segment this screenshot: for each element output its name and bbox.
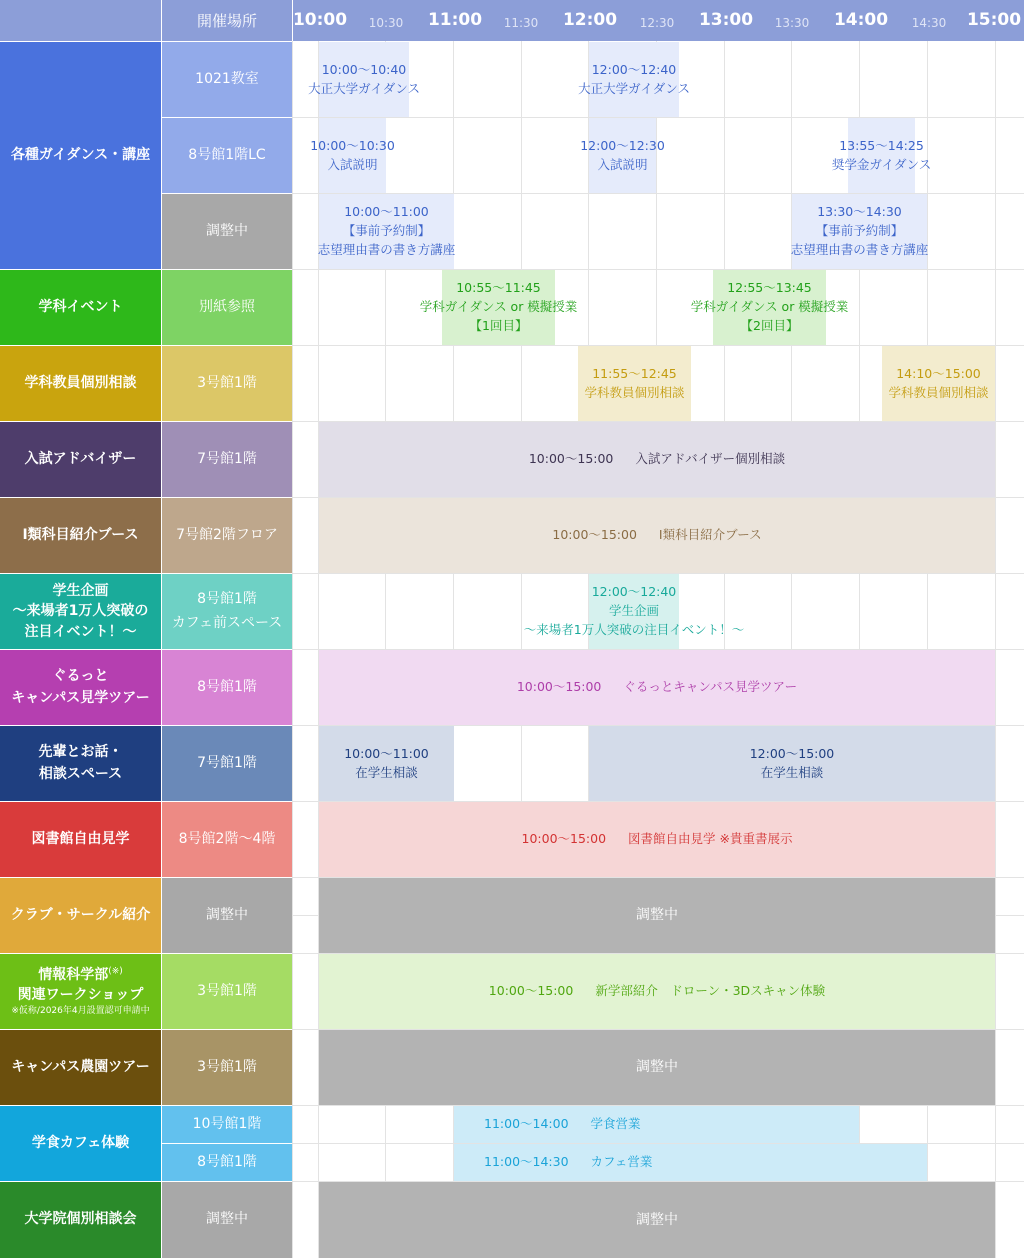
event-name: 調整中 [636, 1059, 678, 1075]
location-cell [162, 726, 292, 801]
event-block[interactable] [578, 346, 691, 421]
event-time: 10:00～15:00 [552, 527, 637, 543]
category-label-line: 相談スペース [38, 765, 123, 782]
location-cell [162, 574, 292, 649]
time-label-13-00: 13:00 [698, 10, 754, 30]
location-label: 8号館1階LC [188, 146, 266, 163]
location-label: 調整中 [206, 222, 248, 239]
event-name: 大正大学ガイダンス [578, 80, 690, 96]
event-name: 志望理由書の書き方講座 [790, 241, 929, 257]
event-block[interactable] [319, 194, 454, 269]
event-name: 学科ガイダンス or 模擬授業 [419, 299, 578, 315]
location-label: 調整中 [206, 906, 248, 923]
header-location-label: 開催場所 [196, 12, 257, 30]
event-note: 【事前予約制】 [815, 223, 904, 239]
event-name: 学科教員個別相談 [584, 384, 685, 400]
event-block[interactable] [509, 574, 759, 649]
event-block[interactable] [454, 1106, 859, 1143]
category-label: 各種ガイダンス・講座 [10, 146, 151, 163]
header-category-cell [0, 0, 161, 41]
event-name: 在学生相談 [355, 764, 418, 780]
category-senior-talk [0, 726, 161, 801]
event-block[interactable] [319, 802, 995, 877]
location-label: 10号館1階 [192, 1115, 262, 1132]
time-label-10-00: 10:00 [292, 10, 348, 30]
event-name: 在学生相談 [760, 764, 824, 780]
event-time: 13:55～14:25 [839, 137, 924, 153]
event-time: 10:00～10:30 [310, 137, 395, 153]
event-name: 学食営業 [590, 1116, 641, 1132]
event-block-tbd[interactable] [319, 1182, 995, 1258]
event-time: 12:00～12:40 [591, 61, 677, 77]
location-label: 8号館1階 [197, 590, 257, 607]
event-block[interactable] [690, 270, 849, 345]
category-faculty-consult [0, 346, 161, 421]
event-subtitle: ～来場者1万人突破の注目イベント！～ [523, 621, 745, 637]
event-time: 14:10～15:00 [896, 365, 981, 381]
event-time: 10:00～11:00 [344, 204, 429, 220]
event-name: 調整中 [636, 907, 678, 923]
location-cell [162, 1144, 292, 1181]
time-label-12-00: 12:00 [562, 10, 618, 30]
event-block[interactable] [319, 422, 995, 497]
time-label-14-30: 14:30 [911, 16, 947, 30]
event-name: 志望理由書の書き方講座 [317, 241, 456, 257]
event-name: 大正大学ガイダンス [308, 80, 420, 96]
event-time: 10:00～15:00 [516, 679, 602, 695]
category-label: 図書館自由見学 [31, 830, 130, 847]
event-note: 【事前予約制】 [342, 223, 431, 239]
location-cell [162, 1106, 292, 1143]
event-time: 11:55～12:45 [592, 365, 677, 381]
event-name: 学生企画 [608, 603, 659, 619]
category-cafeteria [0, 1106, 161, 1181]
category-label: 学科イベント [38, 298, 123, 315]
event-time: 11:00～14:30 [484, 1154, 569, 1170]
event-block[interactable] [578, 42, 690, 117]
category-workshop [0, 954, 161, 1029]
event-time: 10:00～11:00 [344, 745, 429, 761]
event-block[interactable] [882, 346, 995, 421]
location-cell [162, 954, 292, 1029]
event-block[interactable] [319, 954, 995, 1029]
event-block[interactable] [589, 726, 995, 801]
footnote-mark: (※) [108, 966, 123, 977]
event-time: 10:00～10:40 [321, 61, 407, 77]
category-label: Ⅰ類科目紹介ブース [22, 526, 139, 543]
event-block[interactable] [319, 726, 454, 801]
event-name: 奨学金ガイダンス [831, 156, 932, 172]
event-name: 入試アドバイザー個別相談 [635, 451, 786, 467]
event-time: 13:30～14:30 [817, 204, 902, 220]
event-time: 10:00～15:00 [521, 831, 607, 847]
event-name: カフェ営業 [590, 1154, 653, 1170]
event-time: 12:55～13:45 [727, 280, 812, 296]
location-label: 7号館2階フロア [176, 526, 278, 543]
event-note: 【2回目】 [740, 317, 799, 333]
event-block[interactable] [580, 118, 665, 193]
event-name: 新学部紹介 ドローン・3Dスキャン体験 [595, 983, 826, 999]
event-block[interactable] [308, 42, 420, 117]
category-grad-consult [0, 1182, 161, 1258]
location-label: 調整中 [206, 1211, 248, 1228]
category-label-line: 先輩とお話・ [38, 743, 123, 760]
category-library [0, 802, 161, 877]
category-label-line: ～来場者1万人突破の [12, 603, 149, 620]
location-label: 8号館1階 [197, 1153, 257, 1170]
event-time: 10:55～11:45 [456, 280, 541, 296]
category-student-project [0, 574, 161, 649]
location-label: 7号館1階 [197, 450, 257, 467]
event-block[interactable] [419, 270, 578, 345]
time-label-11-00: 11:00 [427, 10, 483, 30]
event-time: 10:00～15:00 [488, 983, 574, 999]
category-label: 学食カフェ体験 [31, 1134, 130, 1151]
location-cell [162, 878, 292, 953]
event-time: 12:00～15:00 [749, 745, 835, 761]
event-block[interactable] [454, 1144, 927, 1181]
location-cell [162, 802, 292, 877]
location-label: 3号館1階 [197, 982, 257, 999]
event-time: 12:00～12:30 [580, 137, 665, 153]
location-cell [162, 422, 292, 497]
category-label-line: キャンパス見学ツアー [11, 689, 150, 706]
category-dept-event [0, 270, 161, 345]
location-cell [162, 194, 292, 269]
category-label-line: ぐるっと [52, 667, 109, 684]
event-name: Ⅰ類科目紹介ブース [658, 527, 762, 543]
event-note: 【1回目】 [469, 317, 528, 333]
event-time: 10:00～15:00 [528, 451, 614, 467]
event-block[interactable] [792, 194, 927, 269]
event-name: 入試説明 [597, 156, 648, 172]
event-name: 入試説明 [327, 156, 378, 172]
location-label: 別紙参照 [199, 298, 255, 315]
category-booth [0, 498, 161, 573]
location-cell [162, 270, 292, 345]
event-block-tbd[interactable] [319, 1030, 995, 1105]
event-name: ぐるっとキャンパス見学ツアー [623, 679, 798, 695]
grid-line [292, 269, 1024, 270]
category-guidance [0, 42, 161, 269]
location-label: 3号館1階 [197, 1058, 257, 1075]
location-cell [162, 42, 292, 117]
location-label: 1021教室 [195, 70, 259, 87]
event-block[interactable] [310, 118, 395, 193]
event-block-tbd[interactable] [319, 878, 995, 953]
location-label: 8号館2階～4階 [178, 830, 276, 847]
event-block[interactable] [319, 650, 995, 725]
event-name: 調整中 [636, 1211, 678, 1228]
category-label: キャンパス農園ツアー [11, 1058, 150, 1075]
category-advisor [0, 422, 161, 497]
category-label: 入試アドバイザー [24, 450, 137, 467]
category-label-line: 関連ワークショップ [17, 986, 144, 1003]
event-block[interactable] [319, 498, 995, 573]
category-label: 大学院個別相談会 [24, 1211, 137, 1228]
time-label-14-00: 14:00 [833, 10, 889, 30]
category-label-line: 注目イベント！～ [24, 623, 137, 640]
category-label-line: 学生企画 [52, 583, 109, 600]
time-label-11-30: 11:30 [503, 16, 539, 30]
time-label-10-30: 10:30 [368, 16, 404, 30]
time-label-13-30: 13:30 [774, 16, 810, 30]
event-time: 12:00～12:40 [591, 584, 677, 600]
event-name: 学科教員個別相談 [888, 384, 989, 400]
location-label: カフェ前スペース [171, 614, 283, 631]
category-label-line: 情報科学部 [38, 966, 109, 983]
category-label: クラブ・サークル紹介 [10, 906, 151, 923]
location-cell [162, 118, 292, 193]
category-campus-tour [0, 650, 161, 725]
event-name: 学科ガイダンス or 模擬授業 [690, 299, 849, 315]
location-label: 3号館1階 [197, 374, 257, 391]
location-label: 7号館1階 [197, 754, 257, 771]
event-name: 図書館自由見学 ※貴重書展示 [628, 831, 793, 847]
location-cell [162, 1030, 292, 1105]
location-cell [162, 650, 292, 725]
event-time: 11:00～14:00 [484, 1116, 569, 1132]
location-label: 8号館1階 [197, 678, 257, 695]
location-cell [162, 346, 292, 421]
category-farm-tour [0, 1030, 161, 1105]
category-club [0, 878, 161, 953]
category-note: ※仮称/2026年4月設置認可申請中 [11, 1006, 150, 1017]
time-label-12-30: 12:30 [639, 16, 675, 30]
category-label: 学科教員個別相談 [24, 374, 137, 391]
event-block[interactable] [831, 118, 932, 193]
time-label-15-00: 15:00 [966, 10, 1022, 30]
location-cell [162, 498, 292, 573]
location-cell [162, 1182, 292, 1258]
